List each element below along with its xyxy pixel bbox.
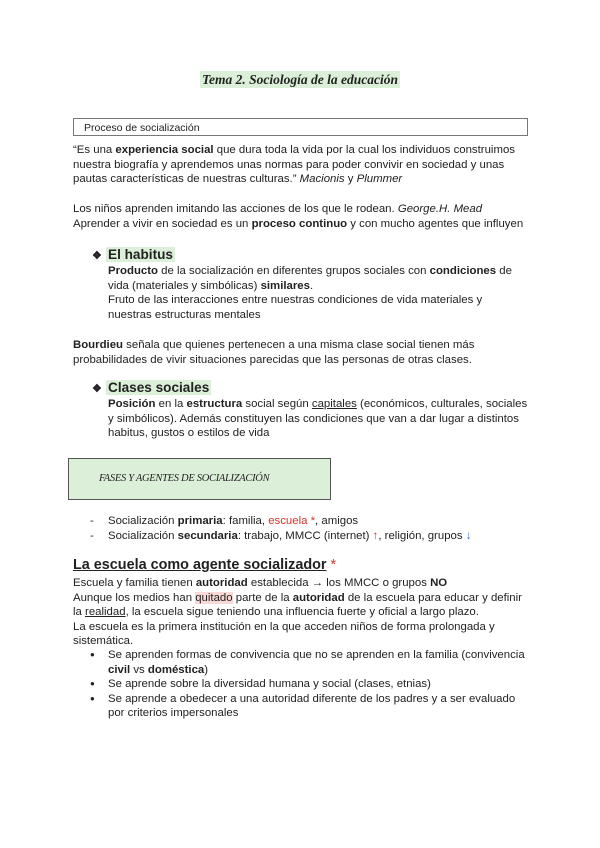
diamond-bullet-icon: ❖: [92, 250, 102, 262]
fases-box: FASES Y AGENTES DE SOCIALIZACIÓN: [68, 458, 331, 500]
diamond-bullet-icon: ❖: [92, 383, 102, 395]
list-item: - Socialización primaria: familia, escuela *, amigos: [90, 514, 530, 529]
mead-paragraph: Los niños aprenden imitando las acciones de los que le rodean. George.H. Mead Aprender a vivir en sociedad es un proceso continuo y con mucho agentes que influyen: [73, 203, 524, 230]
escuela-list: [90, 648, 530, 721]
clases-text: Posición en la estructura social según capitales (económicos, culturales, sociales y simbólicos). Además constituyen las condiciones que van a dar lugar a distintos habitus, gustos o estilos de vida: [108, 398, 528, 440]
list-item: ● Se aprende a obedecer a una autoridad diferente de los padres y a ser evaluado por criterios impersonales: [90, 692, 530, 721]
section-box: Proceso de socialización: [73, 118, 528, 136]
list-item: ● Se aprende sobre la diversidad humana y social (clases, etnias): [90, 677, 530, 692]
fases-list: [90, 514, 530, 543]
list-item: ● Se aprenden formas de convivencia que no se aprenden en la familia (convivencia civil vs doméstica): [90, 648, 530, 677]
list-item: - Socialización secundaria: trabajo, MMCC (internet) ↑, religión, grupos ↓: [90, 529, 530, 544]
escuela-paragraph: Escuela y familia tienen autoridad establecida → los MMCC o grupos NO Aunque los medios han quitado parte de la autoridad de la escuela para educar y definir la realidad, la escuela sigue teniendo una influencia fuerte y oficial a largo plazo. La escuela es la primera institución en la que acceden niños de forma prolongada y sistemática.: [73, 577, 522, 648]
page-title: Tema 2. Sociología de la educación: [202, 72, 398, 87]
escuela-heading: La escuela como agente socializador *: [73, 557, 337, 573]
habitus-heading: ❖ El habitus: [92, 246, 175, 265]
clases-heading: ❖ Clases sociales: [92, 379, 211, 398]
habitus-text: Producto de la socialización en diferentes grupos sociales con condiciones de vida (materiales y simbólicas) similares. Fruto de las interacciones entre nuestras condiciones de vida materiales y nuestras estructuras mentales: [108, 265, 512, 321]
arrow-up-icon: ↑: [372, 529, 379, 542]
arrow-down-icon: ↓: [465, 529, 472, 542]
bourdieu-paragraph: Bourdieu señala que quienes pertenecen a una misma clase social tienen más probabilidades de vivir situaciones parecidas que las personas de otras clases.: [73, 339, 475, 366]
socialization-quote: “Es una experiencia social que dura toda la vida por la cual los individuos construimos nuestra biografía y aprendemos unas normas para poder convivir en sociedad y unas pautas características de nuestras culturas.” Macionis y Plummer: [73, 144, 515, 186]
